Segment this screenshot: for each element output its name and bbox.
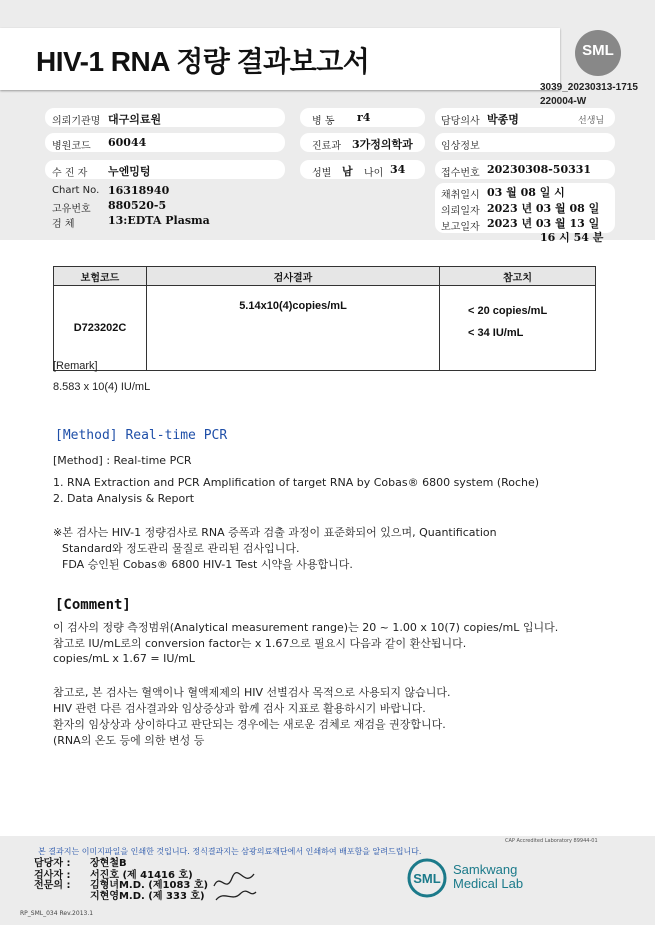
receipt-value: 20230308-50331 xyxy=(487,163,592,176)
id-value: 880520-5 xyxy=(108,199,167,212)
method-step-2: 2. Data Analysis & Report xyxy=(53,492,195,505)
ward-label: 병 동 xyxy=(312,116,335,127)
table-row xyxy=(54,286,596,371)
report-label: 보고일자 xyxy=(441,222,480,233)
collect-label: 채취일시 xyxy=(441,190,480,201)
receipt-label: 접수번호 xyxy=(441,168,480,179)
id-label: 고유번호 xyxy=(52,204,91,215)
institution-label: 의뢰기관명 xyxy=(52,116,101,127)
lab-name xyxy=(453,863,523,891)
dept-label: 진료과 xyxy=(312,141,341,152)
method-step-1: 1. RNA Extraction and PCR Amplification of target RNA by Cobas® 6800 system (Roche) xyxy=(53,476,540,489)
result-cell: 5.14x10(4)copies/mL xyxy=(147,286,440,371)
remark-label: [Remark] xyxy=(53,360,98,372)
comment-line-5: HIV 관련 다른 검사결과와 임상증상과 함께 검사 지표로 활용하시기 바랍니다. xyxy=(53,702,426,715)
doctor-label: 담당의사 xyxy=(441,116,480,127)
col-reference: 참고치 xyxy=(440,267,596,286)
insurance-code-cell: D723202C xyxy=(54,286,147,371)
report-time: 16 시 54 분 xyxy=(540,231,604,244)
age-label: 나이 xyxy=(364,168,384,179)
logo-text: SML xyxy=(582,42,614,59)
doctor-value: 박종명 xyxy=(487,113,519,126)
clinical-label: 임상정보 xyxy=(441,141,480,152)
hospital-code-label: 병원코드 xyxy=(52,141,91,152)
table-header-row xyxy=(54,267,596,286)
chart-label: Chart No. xyxy=(52,185,100,196)
specimen-label: 검 체 xyxy=(52,219,75,230)
institution-value: 대구의료원 xyxy=(108,113,162,126)
form-code: RP_SML_034 Rev.2013.1 xyxy=(20,910,94,917)
patient-label: 수 진 자 xyxy=(52,168,88,179)
patient-value: 누엔밍텅 xyxy=(108,165,151,178)
tester-value: 서진호 (제 41416 호) xyxy=(90,870,193,881)
method-note-1: ※본 검사는 HIV-1 정량검사로 RNA 증폭과 검출 과정이 표준화되어 있으며, Quantification xyxy=(53,526,497,539)
doctor-suffix: 선생님 xyxy=(578,116,605,126)
sex-label: 성별 xyxy=(312,168,332,179)
specialist-label: 전문의 : xyxy=(34,880,71,891)
collect-value: 03 월 08 일 시 xyxy=(487,186,565,199)
comment-line-4: 참고로, 본 검사는 혈액이나 혈액제제의 HIV 선별검사 목적으로 사용되지 않습니다. xyxy=(53,686,451,699)
cap-accreditation: CAP Accredited Laboratory 89944-01 xyxy=(505,838,598,844)
lab-name-1: Samkwang xyxy=(453,862,518,877)
sex-value: 남 xyxy=(342,165,353,178)
tech-value: 장현철B xyxy=(90,858,127,869)
method-note-2: Standard와 정도관리 물질로 관리된 검사입니다. xyxy=(62,542,300,555)
report-code: 3039_20230313-1715 xyxy=(540,82,638,93)
comment-line-6: 환자의 임상상과 상이하다고 판단되는 경우에는 새로운 검체로 재검을 권장합니다. xyxy=(53,718,446,731)
method-line: [Method] : Real-time PCR xyxy=(53,454,192,467)
col-insurance-code: 보험코드 xyxy=(54,267,147,286)
comment-heading: [Comment] xyxy=(55,597,131,613)
comment-line-2: 참고로 IU/mL로의 conversion factor는 x 1.67으로 필요시 다음과 같이 환산됩니다. xyxy=(53,637,467,650)
specimen-value: 13:EDTA Plasma xyxy=(108,214,210,227)
ward-value: r4 xyxy=(357,111,371,124)
page-title: HIV-1 RNA 정량 결과보고서 xyxy=(36,46,370,77)
svg-text:SML: SML xyxy=(413,871,441,886)
comment-line-7: (RNA의 온도 등에 의한 변성 등 xyxy=(53,734,205,747)
result-table xyxy=(53,266,596,371)
dept-value: 3가정의학과 xyxy=(352,138,413,151)
reference-iu: < 34 IU/mL xyxy=(468,327,524,339)
sml-footer-logo-icon xyxy=(405,858,449,898)
comment-line-3: copies/mL x 1.67 = IU/mL xyxy=(53,652,195,665)
signature-icon xyxy=(210,864,260,904)
comment-line-1: 이 검사의 정량 측정범위(Analytical measurement range)는 20 ~ 1.00 x 10(7) copies/mL 입니다. xyxy=(53,621,559,634)
method-note-3: FDA 승인된 Cobas® 6800 HIV-1 Test 시약을 사용합니다. xyxy=(62,558,353,571)
reference-cell xyxy=(440,286,596,371)
specialist-value-2: 지현영M.D. (제 333 호) xyxy=(90,891,205,902)
reference-copies: < 20 copies/mL xyxy=(468,305,548,317)
chart-value: 16318940 xyxy=(108,184,170,197)
remark-text: 8.583 x 10(4) IU/mL xyxy=(53,381,151,393)
lab-name-2: Medical Lab xyxy=(453,876,524,891)
method-heading: [Method] Real-time PCR xyxy=(55,428,228,443)
report-value: 2023 년 03 월 13 일 xyxy=(487,217,600,230)
tech-label: 담당자 : xyxy=(34,858,71,869)
footer-notice: 본 결과지는 이미지파일을 인쇄한 것입니다. 정식결과지는 삼광의료재단에서 인쇄하여 배포함을 알려드립니다. xyxy=(38,847,422,856)
request-value: 2023 년 03 월 08 일 xyxy=(487,202,600,215)
specialist-value-1: 김형녀M.D. (제1083 호) xyxy=(90,880,209,891)
col-result: 검사결과 xyxy=(147,267,440,286)
report-code-2: 220004-W xyxy=(540,96,587,107)
request-label: 의뢰일자 xyxy=(441,206,480,217)
tester-label: 검사자 : xyxy=(34,870,71,881)
hospital-code-value: 60044 xyxy=(108,136,147,149)
age-value: 34 xyxy=(390,163,406,176)
